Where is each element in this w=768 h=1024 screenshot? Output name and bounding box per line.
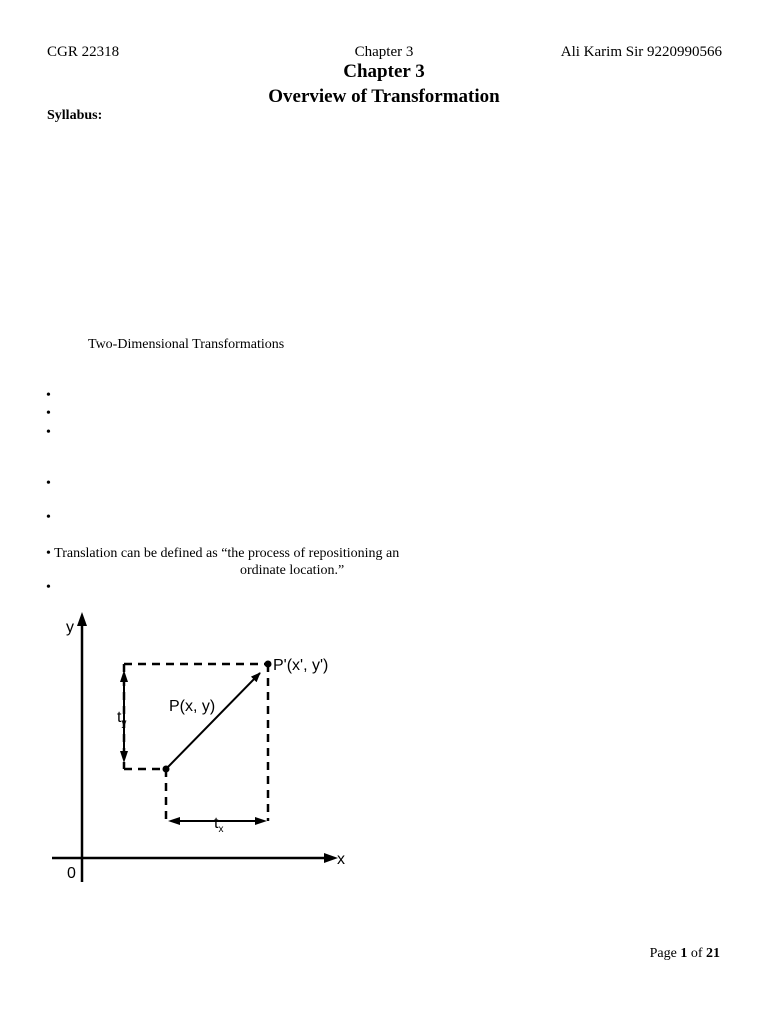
translation-diagram bbox=[48, 608, 358, 888]
translation-definition-line2: ordinate location.” bbox=[240, 563, 345, 578]
point-p-prime-label: P'(x', y') bbox=[273, 657, 329, 674]
bullet-6: • bbox=[46, 580, 51, 595]
bullet-2: • bbox=[46, 406, 51, 421]
header-chapter: Chapter 3 bbox=[354, 44, 414, 60]
ty-arrow-up-icon bbox=[120, 670, 128, 682]
bullet-4: • bbox=[46, 476, 51, 491]
bullet-5: • bbox=[46, 510, 51, 525]
tx-arrow-right-icon bbox=[255, 817, 267, 825]
chapter-title: Chapter 3 bbox=[343, 61, 425, 82]
y-axis-arrow-icon bbox=[77, 612, 87, 626]
ty-arrow-down-icon bbox=[120, 751, 128, 763]
section-heading: Two-Dimensional Transformations bbox=[88, 337, 285, 352]
bullet-3: • bbox=[46, 425, 51, 440]
point-p-label: P(x, y) bbox=[169, 698, 216, 715]
origin-label: 0 bbox=[67, 865, 76, 882]
point-p-dot bbox=[163, 766, 170, 773]
header-author: Ali Karim Sir 9220990566 bbox=[560, 44, 722, 60]
tx-arrow-left-icon bbox=[168, 817, 180, 825]
x-axis-arrow-icon bbox=[324, 853, 338, 863]
page-number: Page 1 of 21 bbox=[649, 946, 720, 961]
syllabus-label: Syllabus: bbox=[47, 108, 103, 123]
bullet-1: • bbox=[46, 388, 51, 403]
x-axis-label: x bbox=[337, 851, 345, 868]
y-axis-label: y bbox=[66, 619, 74, 636]
page-title: Overview of Transformation bbox=[268, 86, 500, 107]
point-p-prime-dot bbox=[265, 661, 272, 668]
ty-label: $t_y$ bbox=[117, 709, 127, 729]
translation-vector bbox=[166, 673, 260, 769]
translation-definition-line1: • Translation can be defined as “the process of repositioning an bbox=[46, 546, 400, 561]
tx-label: $t_x$ bbox=[214, 815, 224, 835]
header-course-code: CGR 22318 bbox=[47, 44, 120, 60]
